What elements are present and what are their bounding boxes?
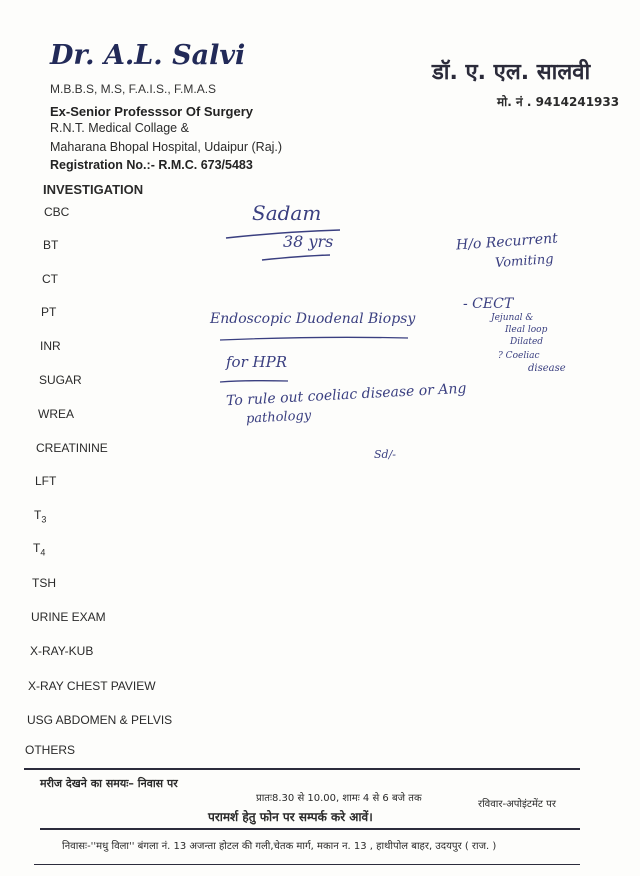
investigation-item-usg: USG ABDOMEN & PELVIS [27, 713, 173, 727]
reason-line-1: To rule out coeliac disease or Ang [225, 380, 467, 410]
investigation-item-sugar: SUGAR [39, 373, 82, 387]
cect-note-3: Dilated [510, 337, 544, 347]
investigation-item-xray-chest: X-RAY CHEST PAVIEW [28, 679, 156, 693]
signature: Sd/- [374, 448, 396, 461]
mobile-number: मो. नं . 9414241933 [497, 95, 620, 109]
investigation-item-wrea: WREA [38, 407, 74, 421]
investigation-item-ct: CT [42, 272, 58, 286]
investigation-item-tsh: TSH [32, 576, 56, 590]
footer-divider-top [24, 768, 580, 770]
hospital-line-2: Maharana Bhopal Hospital, Udaipur (Raj.) [50, 140, 283, 154]
cect-note-4: ? Coeliac [498, 351, 540, 361]
investigation-item-urine-exam: URINE EXAM [31, 610, 106, 624]
registration-number: Registration No.:- R.M.C. 673/5483 [50, 158, 253, 172]
procedure-note: Endoscopic Duodenal Biopsy [210, 311, 416, 327]
investigation-item-inr: INR [40, 339, 61, 353]
cect-note-2: Ileal loop [505, 325, 548, 335]
patient-age: 38 yrs [283, 232, 334, 251]
history-line-1: H/o Recurrent [455, 230, 559, 254]
doctor-qualifications: M.B.B.S, M.S, F.A.I.S., F.M.A.S [50, 82, 217, 96]
footer-divider-bottom [34, 864, 580, 865]
investigation-item-bt: BT [43, 238, 59, 252]
cect: - CECT [463, 296, 514, 312]
doctor-designation: Ex-Senior Professsor Of Surgery [50, 104, 254, 119]
investigation-item-cbc: CBC [44, 205, 70, 219]
timing-label: मरीज देखने का समयः– निवास पर [40, 777, 178, 790]
investigation-heading: INVESTIGATION [43, 182, 144, 197]
investigation-item-lft: LFT [35, 474, 57, 488]
investigation-item-t4: $T_4$ [33, 541, 46, 558]
investigation-item-xray-kub: X-RAY-KUB [30, 644, 94, 658]
cect-note-1: Jejunal & [491, 313, 534, 323]
history-line-2: Vomiting [494, 251, 555, 272]
address: निवासः-''मधु विला'' बंगला नं. 13 अजन्ता होटल की गली,चेतक मार्ग, मकान न. 13 , हाथीपोल बाहर, उदयपुर ( राज. ) [62, 841, 497, 852]
sunday-appointment: रविवार-अपोइंटमेंट पर [478, 799, 556, 810]
investigation-item-t3: $T_3$ [34, 508, 47, 525]
reason-line-2: pathology [245, 408, 312, 427]
cect-note-5: disease [528, 363, 566, 374]
investigation-item-others: OTHERS [25, 743, 76, 757]
doctor-name-hindi: डॉ. ए. एल. सालवी [432, 60, 591, 85]
investigation-item-creatinine: CREATININE [36, 441, 108, 455]
consult-note: परामर्श हेतु फोन पर सम्पर्क करे आवें। [208, 810, 373, 824]
timing-hours: प्रातः8.30 से 10.00, शामः 4 से 6 बजे तक [256, 793, 422, 804]
footer-divider-middle [40, 828, 580, 830]
for-hpr-note: for HPR [226, 353, 287, 371]
patient-name: Sadam [252, 201, 322, 225]
doctor-name: Dr. A.L. Salvi [50, 40, 246, 71]
investigation-item-pt: PT [41, 305, 57, 319]
hospital-line-1: R.N.T. Medical Collage & [50, 121, 189, 135]
